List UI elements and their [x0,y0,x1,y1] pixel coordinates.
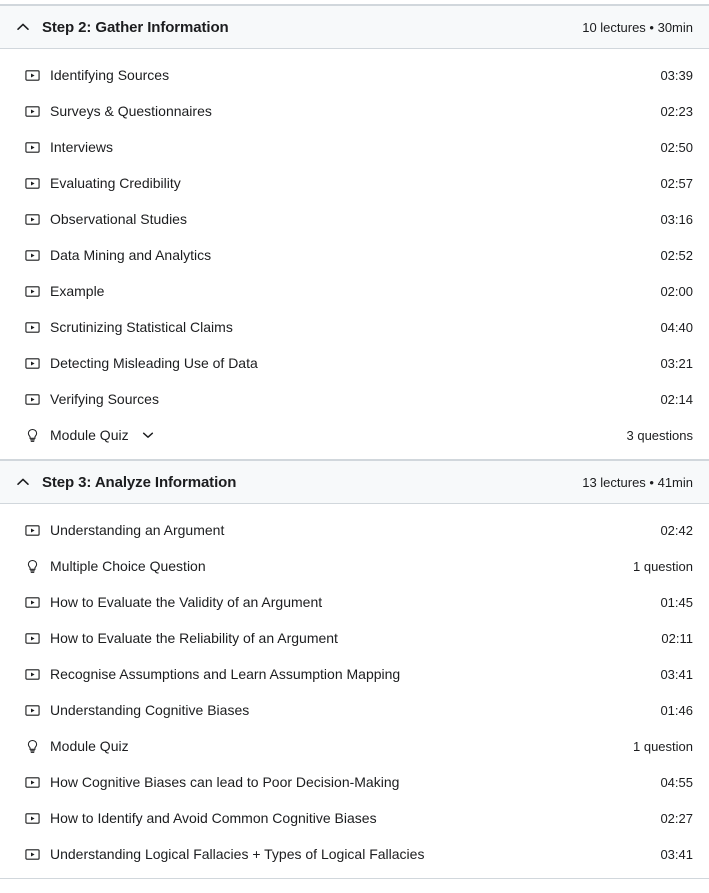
list-item[interactable] [0,93,709,129]
section-meta: 13 lectures • 41min [582,474,693,490]
lecture-duration: 03:41 [660,846,693,862]
lecture-duration: 02:52 [660,247,693,263]
lecture-duration: 02:27 [660,810,693,826]
video-icon [24,103,40,119]
list-item[interactable] [0,309,709,345]
lecture-duration: 02:42 [660,522,693,538]
lecture-duration: 02:11 [661,630,693,646]
chevron-down-icon[interactable] [135,422,161,448]
curriculum-section [0,5,709,460]
lecture-duration: 02:00 [660,283,693,299]
video-icon [24,139,40,155]
video-icon [24,522,40,538]
lecture-title: How to Identify and Avoid Common Cognitive Biases [50,810,377,826]
section-header-step-2[interactable] [0,5,709,49]
video-icon [24,355,40,371]
list-item[interactable] [0,656,709,692]
lecture-title: Scrutinizing Statistical Claims [50,319,233,335]
list-item[interactable] [0,345,709,381]
lecture-title: Module Quiz [50,738,129,754]
video-icon [24,391,40,407]
video-icon [24,630,40,646]
lecture-duration: 01:45 [660,594,693,610]
list-item[interactable] [0,584,709,620]
video-icon [24,774,40,790]
lecture-title: Understanding an Argument [50,522,225,538]
lecture-question-count: 3 questions [626,427,693,443]
lecture-question-count: 1 question [633,558,693,574]
lecture-duration: 04:40 [660,319,693,335]
lecture-title: Data Mining and Analytics [50,247,212,263]
video-icon [24,846,40,862]
lecture-list [0,49,709,459]
lecture-title: Multiple Choice Question [50,558,206,574]
list-item[interactable] [0,692,709,728]
lecture-duration: 02:23 [660,103,693,119]
quiz-icon [24,738,40,754]
lecture-duration: 04:55 [660,774,693,790]
lecture-title: Recognise Assumptions and Learn Assumption Mapping [50,666,401,682]
lecture-title: Verifying Sources [50,391,159,407]
lecture-title: Surveys & Questionnaires [50,103,212,119]
video-icon [24,283,40,299]
lecture-list [0,504,709,878]
video-icon [24,594,40,610]
video-icon [24,211,40,227]
lecture-duration: 02:50 [660,139,693,155]
lecture-title: Evaluating Credibility [50,175,181,191]
video-icon [24,702,40,718]
lecture-duration: 02:14 [660,391,693,407]
lecture-title: How to Evaluate the Validity of an Argument [50,594,323,610]
video-icon [24,319,40,335]
list-item[interactable] [0,800,709,836]
list-item[interactable] [0,764,709,800]
lecture-duration: 01:46 [660,702,693,718]
lecture-duration: 03:16 [660,211,693,227]
section-meta: 10 lectures • 30min [582,19,693,35]
lecture-title: How to Evaluate the Reliability of an Argument [50,630,338,646]
section-title: Step 3: Analyze Information [42,473,237,491]
chevron-up-icon[interactable] [8,470,38,494]
lecture-question-count: 1 question [633,738,693,754]
lecture-title: Detecting Misleading Use of Data [50,355,258,371]
lecture-title: Understanding Logical Fallacies + Types of Logical Fallacies [50,846,425,862]
lecture-title: Module Quiz [50,427,129,443]
section-header-step-3[interactable] [0,460,709,504]
section-title: Step 2: Gather Information [42,18,229,36]
video-icon [24,666,40,682]
list-item[interactable] [0,273,709,309]
lecture-title: How Cognitive Biases can lead to Poor Decision-Making [50,774,400,790]
lecture-duration: 03:39 [660,67,693,83]
video-icon [24,67,40,83]
quiz-icon [24,558,40,574]
list-item[interactable] [0,201,709,237]
list-item[interactable] [0,237,709,273]
list-item[interactable] [0,728,709,764]
list-item[interactable] [0,417,709,453]
list-item[interactable] [0,620,709,656]
video-icon [24,810,40,826]
quiz-icon [24,427,40,443]
lecture-title: Understanding Cognitive Biases [50,702,250,718]
video-icon [24,175,40,191]
lecture-duration: 02:57 [660,175,693,191]
list-item[interactable] [0,129,709,165]
curriculum-section [0,460,709,879]
list-item[interactable] [0,548,709,584]
list-item[interactable] [0,381,709,417]
video-icon [24,247,40,263]
list-item[interactable] [0,165,709,201]
lecture-title: Interviews [50,139,114,155]
chevron-up-icon[interactable] [8,15,38,39]
lecture-title: Example [50,283,105,299]
list-item[interactable] [0,512,709,548]
lecture-duration: 03:41 [660,666,693,682]
lecture-title: Identifying Sources [50,67,170,83]
list-item[interactable] [0,836,709,872]
list-item[interactable] [0,57,709,93]
lecture-duration: 03:21 [660,355,693,371]
lecture-title: Observational Studies [50,211,187,227]
